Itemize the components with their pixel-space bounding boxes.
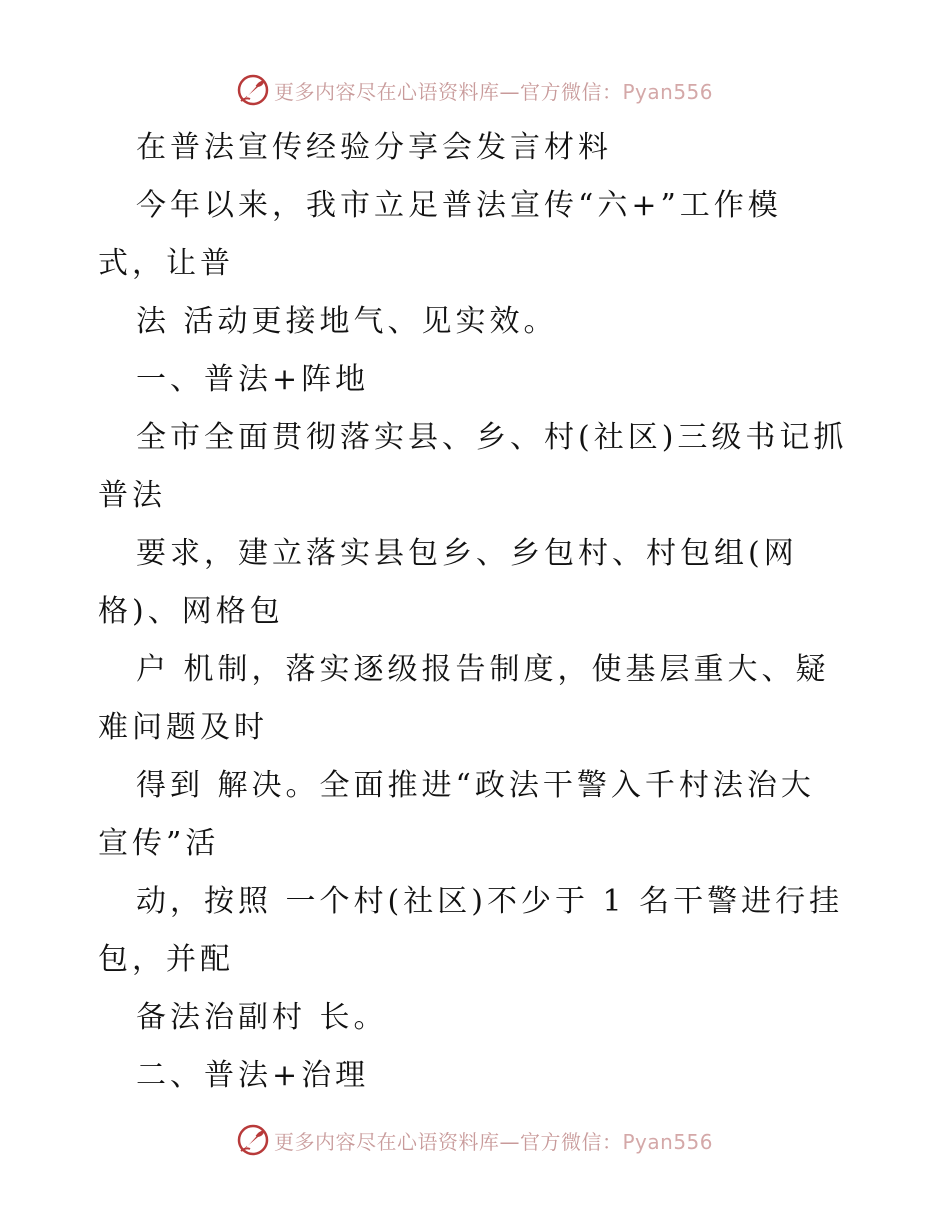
paragraph-line: 难问题及时 bbox=[98, 710, 268, 745]
section-heading: 二、普法+治理 bbox=[136, 1058, 370, 1093]
paragraph-line: 要求，建立落实县包乡、乡包村、村包组(网 bbox=[136, 536, 798, 571]
paragraph-line: 包，并配 bbox=[98, 942, 234, 977]
paragraph-line: 动，按照 一个村(社区)不少于 1 名干警进行挂 bbox=[136, 884, 844, 919]
header-watermark bbox=[236, 72, 713, 108]
paragraph-line: 式，让普 bbox=[98, 246, 234, 281]
paragraph-line: 宣传”活 bbox=[98, 826, 220, 861]
paragraph-line: 普法 bbox=[98, 478, 166, 513]
paragraph-line: 户 机制，落实逐级报告制度，使基层重大、疑 bbox=[136, 652, 830, 687]
watermark-wechat-id: Pyan556 bbox=[622, 1129, 714, 1154]
watermark-text: 更多内容尽在心语资料库—官方微信： bbox=[274, 79, 623, 104]
paragraph-line: 备法治副村 长。 bbox=[136, 1000, 388, 1035]
paragraph-line: 今年以来，我市立足普法宣传“六+”工作模 bbox=[136, 188, 782, 223]
paragraph-line: 全市全面贯彻落实县、乡、村(社区)三级书记抓 bbox=[136, 420, 848, 455]
paragraph-line: 法 活动更接地气、见实效。 bbox=[136, 304, 558, 339]
document-title: 在普法宣传经验分享会发言材料 bbox=[136, 130, 612, 165]
quill-pen-logo-icon bbox=[236, 1123, 270, 1157]
paragraph-line: 格)、网格包 bbox=[98, 594, 284, 629]
watermark-wechat-id: Pyan556 bbox=[622, 79, 714, 104]
footer-watermark bbox=[236, 1122, 713, 1158]
watermark-text: 更多内容尽在心语资料库—官方微信： bbox=[274, 1129, 623, 1154]
quill-pen-logo-icon bbox=[236, 73, 270, 107]
paragraph-line: 得到 解决。全面推进“政法干警入千村法治大 bbox=[136, 768, 815, 803]
section-heading: 一、普法+阵地 bbox=[136, 362, 370, 397]
